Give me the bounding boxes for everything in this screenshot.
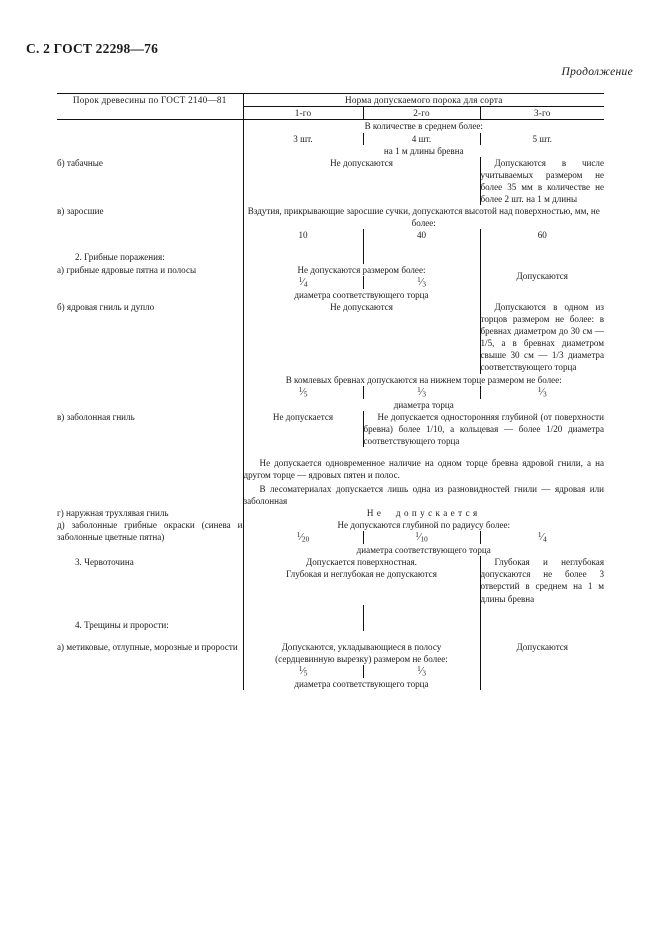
spacer-cell bbox=[480, 289, 604, 301]
section-heading-fungal: 2. Грибные поражения: bbox=[75, 252, 165, 263]
row-stub-overgrown-knots: в) заросшие bbox=[57, 206, 104, 217]
sapwood-rot-grade-1: Не допускается bbox=[243, 411, 363, 447]
outer-punky-rot-value: Не допускается bbox=[243, 507, 604, 519]
fungal-heart-spots-frac-1 bbox=[243, 276, 363, 289]
row-stub-empty bbox=[57, 665, 243, 678]
running-head: С. 2 ГОСТ 22298—76 bbox=[26, 41, 159, 56]
rot-note-paragraph-2: В лесоматериалах допускается лишь одна из разновидностей гнили — ядровая или заболонная bbox=[243, 483, 604, 506]
row-stub-outer-punky-rot: г) наружная трухлявая гниль bbox=[57, 507, 169, 518]
row-stub-sapwood-fungal-stain: д) заболонные грибные окраски (синева и заболонные цветные пятна) bbox=[57, 519, 243, 542]
fungal-heart-spots-grade-3: Допускаются bbox=[480, 264, 604, 289]
spacer-cell bbox=[363, 605, 480, 631]
table-row bbox=[57, 386, 604, 399]
cracks-foot: диаметра соответствующего торца bbox=[243, 678, 480, 690]
header-span-label: Норма допускаемого порока для сорта bbox=[243, 94, 604, 107]
wormholes-line-2: Глубокая и неглубокая не допускаются bbox=[286, 569, 437, 580]
table-row bbox=[57, 399, 604, 411]
row-stub-wormholes: 3. Червоточина bbox=[75, 557, 134, 568]
fraction: $^1⁄_4$ bbox=[298, 275, 308, 289]
row-stub-sapwood-rot: в) заболонная гниль bbox=[57, 412, 135, 423]
row-stub-empty bbox=[57, 276, 243, 289]
fraction: $^1⁄_3$ bbox=[417, 664, 426, 678]
table-row bbox=[57, 605, 604, 631]
fungal-heart-spots-frac-2 bbox=[363, 276, 480, 289]
row-stub-empty bbox=[57, 145, 243, 157]
row-stub-empty bbox=[57, 399, 243, 411]
header-stub-label: Порок древесины по ГОСТ 2140—81 bbox=[57, 94, 243, 120]
table-row bbox=[57, 133, 604, 145]
fraction: $^1⁄_3$ bbox=[417, 385, 426, 399]
cracks-grade-3: Допускаются bbox=[480, 631, 604, 678]
overgrown-knots-grade-2: 40 bbox=[363, 229, 480, 241]
tobacco-knots-grade-3: Допускаются в числе учитываемых размером не более 35 мм в количестве не более 2 шт. на 1 м длины bbox=[480, 157, 604, 205]
table-header-row-1 bbox=[57, 94, 604, 107]
fraction: $^1⁄_3$ bbox=[417, 275, 426, 289]
sapwood-stain-lead: Не допускаются глубиной по радиусу более: bbox=[243, 519, 604, 531]
overgrown-knots-lead: Вздутия, прикрывающие заросшие сучки, допускаются высотой над поверхностью, мм, не более: bbox=[243, 205, 604, 229]
table-row bbox=[57, 241, 604, 263]
butt-logs-frac-2 bbox=[363, 386, 480, 399]
row-stub-heart-rot-hollow: б) ядровая гниль и дупло bbox=[57, 301, 155, 312]
fraction: $^1⁄_3$ bbox=[537, 385, 547, 399]
header-grade-1: 1-го bbox=[243, 107, 363, 120]
butt-logs-frac-1 bbox=[243, 386, 363, 399]
table-row bbox=[57, 507, 604, 519]
fraction: $^1⁄_{20}$ bbox=[296, 530, 310, 544]
table-row bbox=[57, 447, 604, 481]
table-row bbox=[57, 411, 604, 447]
fungal-heart-spots-foot: диаметра соответствующего торца bbox=[243, 289, 480, 301]
rot-note-paragraph-1: Не допускается одновременное наличие на одном торце бревна ядровой гнили, а на другом торце — ядровых пятен и полос. bbox=[243, 447, 604, 481]
table-row bbox=[57, 631, 604, 665]
section-heading-cracks: 4. Трещины и прорости: bbox=[75, 619, 169, 630]
heart-rot-grade-3: Допускаются в одном из торцов размером не более: в бревнах диаметром до 30 см — 1/5, а в бревнах диаметром свыше 30 см — 1/3 диаметра соответствующего торца bbox=[480, 301, 604, 373]
row-stub-fungal-heart-spots: а) грибные ядровые пятна и полосы bbox=[57, 264, 197, 275]
row-stub-empty bbox=[57, 482, 243, 507]
table-row bbox=[57, 120, 604, 133]
header-grade-2: 2-го bbox=[363, 107, 480, 120]
defects-table bbox=[57, 93, 604, 690]
fraction: $^1⁄_4$ bbox=[537, 530, 547, 544]
knots-count-grade-1: 3 шт. bbox=[243, 133, 363, 145]
table-row bbox=[57, 264, 604, 276]
sapwood-stain-frac-1 bbox=[243, 531, 363, 544]
spacer-cell bbox=[363, 241, 480, 263]
fraction: $^1⁄_5$ bbox=[298, 385, 308, 399]
table-row bbox=[57, 678, 604, 690]
table-row bbox=[57, 205, 604, 229]
spacer-cell bbox=[480, 678, 604, 690]
spacer-cell bbox=[243, 605, 363, 631]
butt-logs-frac-3 bbox=[480, 386, 604, 399]
fraction: $^1⁄_{10}$ bbox=[415, 530, 428, 544]
knots-count-grade-2: 4 шт. bbox=[363, 133, 480, 145]
defects-table-wrapper bbox=[57, 93, 604, 690]
row-stub-empty bbox=[57, 678, 243, 690]
table-row bbox=[57, 157, 604, 205]
fungal-heart-spots-lead: Не допускаются размером более: bbox=[243, 264, 480, 276]
row-stub-empty bbox=[57, 133, 243, 145]
heart-rot-grades-1-2: Не допускаются bbox=[243, 301, 480, 374]
cracks-line-2: (сердцевинную вырезку) размером не более: bbox=[275, 653, 448, 664]
row-stub-empty bbox=[57, 374, 243, 386]
row-stub-cracks-types: а) метиковые, отлупные, морозные и прорости bbox=[57, 641, 238, 652]
wormholes-grades-1-2 bbox=[243, 556, 480, 604]
sapwood-stain-frac-2 bbox=[363, 531, 480, 544]
wormholes-line-1: Допускается поверхностная. bbox=[306, 557, 417, 568]
knots-count-lead: В количестве в среднем более: bbox=[243, 120, 604, 133]
table-row bbox=[57, 556, 604, 604]
row-stub-empty bbox=[57, 229, 243, 241]
row-stub-empty bbox=[57, 289, 243, 301]
cracks-line-1: Допускаются, укладывающиеся в полосу bbox=[281, 641, 442, 652]
table-row bbox=[57, 301, 604, 374]
continuation-note: Продолжение bbox=[561, 66, 633, 78]
fraction: $^1⁄_5$ bbox=[298, 664, 308, 678]
wormholes-grade-3: Глубокая и неглубокая допускаются не более 3 отверстий в среднем на 1 м длины бревна bbox=[480, 557, 604, 604]
table-row bbox=[57, 374, 604, 386]
sapwood-stain-foot: диаметра соответствующего торца bbox=[243, 544, 604, 556]
table-row bbox=[57, 145, 604, 157]
knots-count-foot: на 1 м длины бревна bbox=[243, 145, 604, 157]
cracks-frac-2 bbox=[363, 665, 480, 678]
butt-logs-lead: В комлевых бревнах допускаются на нижнем торце размером не более: bbox=[243, 374, 604, 386]
tobacco-knots-grades-1-2: Не допускаются bbox=[243, 157, 480, 205]
row-stub-empty bbox=[57, 447, 243, 481]
overgrown-knots-grade-1: 10 bbox=[243, 229, 363, 241]
sapwood-stain-frac-3 bbox=[480, 531, 604, 544]
butt-logs-foot: диаметра торца bbox=[243, 399, 604, 411]
header-grade-3: 3-го bbox=[480, 107, 604, 120]
row-stub-tobacco-knots: б) табачные bbox=[57, 157, 103, 168]
sapwood-rot-grades-2-3: Не допускается односторонняя глубиной (от поверхности бревна) более 1/10, а кольцевая — более 1/20 диаметра соответствующего торца bbox=[363, 412, 604, 447]
knots-count-grade-3: 5 шт. bbox=[480, 133, 604, 145]
table-row bbox=[57, 229, 604, 241]
row-stub-empty bbox=[57, 120, 243, 133]
cracks-grades-1-2 bbox=[243, 631, 480, 665]
spacer-cell bbox=[480, 241, 604, 263]
cracks-frac-1 bbox=[243, 665, 363, 678]
table-row bbox=[57, 289, 604, 301]
table-row bbox=[57, 482, 604, 507]
overgrown-knots-grade-3: 60 bbox=[480, 229, 604, 241]
row-stub-empty bbox=[57, 386, 243, 399]
table-row bbox=[57, 519, 604, 531]
spacer-cell bbox=[243, 241, 363, 263]
spacer-cell bbox=[480, 605, 604, 631]
